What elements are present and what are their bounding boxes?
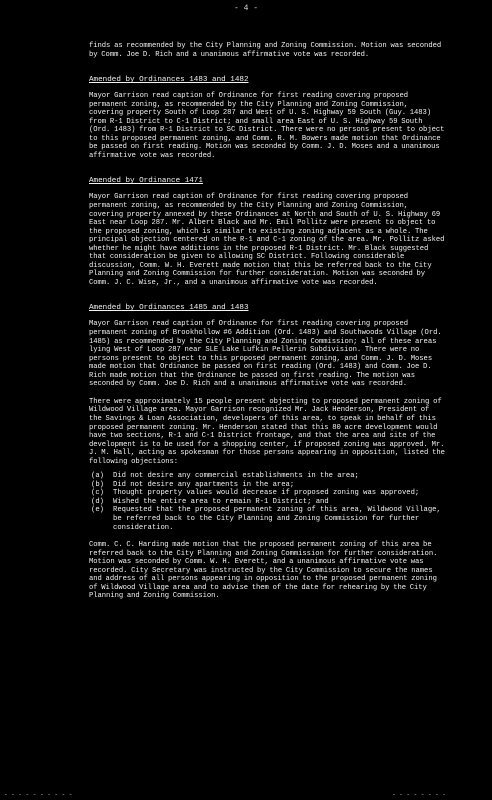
objection-list <box>89 472 445 532</box>
list-item-text: Wished the entire area to remain R-1 District; and <box>113 497 329 506</box>
paragraph-ord-1483: Mayor Garrison read caption of Ordinance for first reading covering proposed permanent zoning, as recommended by the City Planning and Zoning Commission, covering property South of Loop 287 and West of U. S. Highway 59 South (Guy. 1483) from R-1 District to C-1 District; and small area East of U. S. Highway 59 South (Ord. 1483) from R-1 District to SC District. There were no persons present to object to this proposed permanent zoning, and Comm. R. M. Bowers made motion that Ordinance be passed on first reading. Motion was seconded by Comm. J. D. Moses and a unanimous affirmative vote was recorded. <box>89 92 445 160</box>
list-item-text: Did not desire any apartments in the area; <box>113 480 295 489</box>
paragraph-wildwood-objection: There were approximately 15 people present objecting to proposed permanent zoning of Wildwood Village area. Mayor Garrison recognized Mr. Jack Henderson, President of the Savings & Loan Association, developers of this area, to speak in behalf of this proposed permanent zoning. Mr. Henderson stated that this 80 acre development would have two sections, R-1 and C-1 District frontage, and that the area and site of the development is to be used for a shopping center, if proposed zoning was approved. Mr. J. M. Hall, acting as spokesman for those persons appearing in opposition, listed the following objections: <box>89 397 445 466</box>
list-item <box>89 481 445 490</box>
list-item-label: (d) <box>91 497 104 506</box>
list-item <box>89 506 445 532</box>
list-item <box>89 472 445 481</box>
list-item-text: Thought property values would decrease if proposed zoning was approved; <box>113 489 420 498</box>
list-item-text: Did not desire any commercial establishments in the area; <box>113 472 359 481</box>
paragraph-ord-1471: Mayor Garrison read caption of Ordinance for first reading covering proposed permanent zoning, as recommended by the City Planning and Zoning Commission, covering property annexed by these Ordinances at North and South of U. S. Highway 69 East near Loop 287. Mr. Albert Black and Mr. Emil Pollitz were present to object to the proposed zoning, which is similar to existing zoning adjacent as a whole. The principal objection centered on the R-1 and C-1 zoning of the area. Mr. Pollitz asked whether he might have additions in the proposed R-1 District. Mr. Black suggested that consideration be given to allowing SC District. Following considerable discussion, Comm. W. H. Everett made motion that this be referred back to the City Planning and Zoning Commission for further consideration. Motion was seconded by Comm. J. C. Wise, Jr., and a unanimous affirmative vote was recorded. <box>89 193 445 287</box>
list-item-text: Requested that the proposed permanent zoning of this area, Wildwood Village, be referred back to the City Planning and Zoning Commission for further consideration. <box>113 506 441 532</box>
section-heading-ord-1483-1482: Amended by Ordinances 1483 and 1482 <box>89 76 249 85</box>
paragraph-wildwood-motion: Comm. C. C. Harding made motion that the proposed permanent zoning of this area be referred back to the City Planning and Zoning Commission for further consideration. Motion was seconded by Comm. W. H. Everett, and a unanimous affirmative vote was recorded. City Secretary was instructed by the City Commission to secure the names and address of all persons appearing in opposition to the proposed permanent zoning of Wildwood Village area and to advise them of the date for rehearing by the City Planning and Zoning Commission. <box>89 541 438 601</box>
footer-right-mark: - - - - - - - - <box>391 791 446 798</box>
page-number: - 4 - <box>233 4 258 13</box>
paragraph-intro: finds as recommended by the City Planning and Zoning Commission. Motion was seconded by Comm. Joe D. Rich and a unanimous affirmative vote was recorded. <box>89 42 442 59</box>
list-item-label: (c) <box>91 489 104 498</box>
list-item-label: (b) <box>91 480 104 489</box>
footer-left-mark: - - - - - - - - - - <box>4 791 73 798</box>
paragraph-ord-1485: Mayor Garrison read caption of Ordinance for first reading covering proposed permanent zoning of Brookhollow #6 Addition (Ord. 1483) and Southwoods Village (Ord. 1485) as recommended by the City Planning and Zoning Commission; all of these areas lying West of Loop 287 near SLE Lake Lufkin Pellerin Subdivision. There were no persons present to object to this proposed permanent zoning, and Comm. J. D. Moses made motion that Ordinance be passed on first reading (Ord. 1483) and Comm. Joe D. Rich made motion that the Ordinance be passed on first reading. The motion was seconded by Comm. Joe D. Rich and a unanimous affirmative vote was recorded. <box>89 320 442 389</box>
section-heading-ord-1485-1483: Amended by Ordinances 1485 and 1483 <box>89 304 249 313</box>
list-item-label: (e) <box>91 506 104 515</box>
list-item-label: (a) <box>91 472 104 481</box>
list-item <box>89 489 445 498</box>
minutes-body <box>89 42 445 601</box>
list-item <box>89 498 445 507</box>
section-heading-ord-1471: Amended by Ordinance 1471 <box>89 177 203 186</box>
